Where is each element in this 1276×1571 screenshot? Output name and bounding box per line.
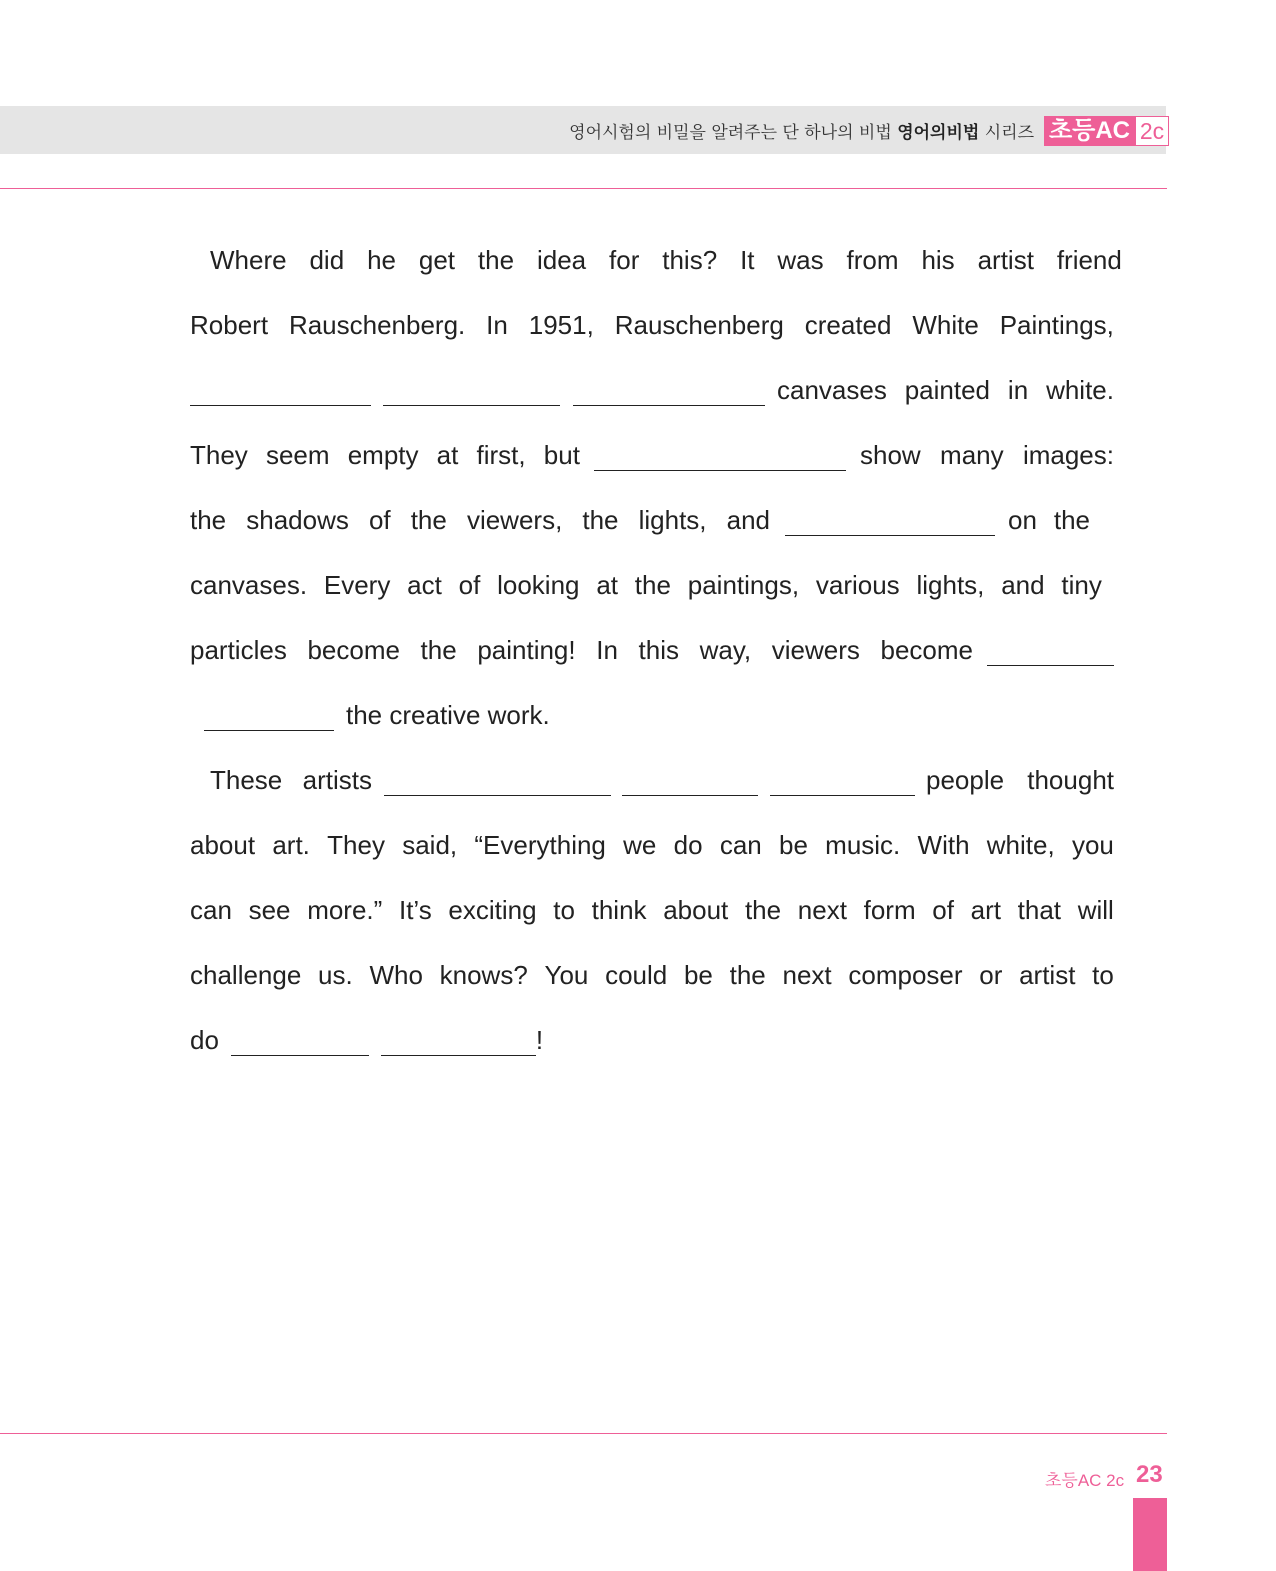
passage-words: do [190, 1025, 219, 1055]
word: see [248, 895, 291, 925]
word: viewers, [466, 505, 563, 535]
word: art [970, 895, 1001, 925]
word: next [797, 895, 847, 925]
word: artist [1019, 960, 1076, 990]
word: did [309, 245, 345, 275]
word: Robert [190, 310, 269, 340]
series-title [569, 118, 1034, 143]
passage-words [210, 765, 372, 796]
header-divider [0, 188, 1167, 189]
word: can [190, 895, 232, 925]
word: thought [1027, 765, 1114, 795]
word: show [860, 440, 921, 470]
word: can [719, 830, 762, 860]
word: Rauschenberg. [288, 310, 466, 340]
passage-words [190, 635, 973, 666]
word: this [638, 635, 679, 665]
word: to [1092, 960, 1114, 990]
word: shadows [246, 505, 349, 535]
page-tab-marker [1133, 1498, 1167, 1571]
word: the [190, 505, 227, 535]
word: the [729, 960, 766, 990]
word: more.” [307, 895, 383, 925]
word: artists [302, 765, 372, 795]
word: the [744, 895, 782, 925]
passage-words: the creative work. [346, 700, 550, 730]
answer-blank[interactable] [622, 765, 758, 796]
word: Where [210, 245, 287, 275]
word: They [190, 440, 248, 470]
passage-words [190, 440, 580, 471]
final-blank-group [381, 1025, 543, 1056]
word: painted [904, 375, 991, 405]
word: various [815, 570, 900, 600]
word: people [926, 765, 1005, 795]
passage-line-12 [190, 951, 1114, 991]
word: and [1001, 570, 1045, 600]
word: “Everything [474, 830, 606, 860]
word: created [804, 310, 892, 340]
answer-blank[interactable] [770, 765, 915, 796]
word: These [210, 765, 283, 795]
word: viewers [771, 635, 860, 665]
word: or [979, 960, 1003, 990]
word: about [190, 830, 256, 860]
word: seem [265, 440, 330, 470]
word: at [596, 570, 618, 600]
footer-label: 초등AC 2c [1045, 1471, 1125, 1490]
passage-line-7 [190, 626, 1114, 666]
answer-blank[interactable] [231, 1025, 369, 1056]
word: that [1017, 895, 1062, 925]
word: form [863, 895, 916, 925]
word: become [307, 635, 400, 665]
word: Who [369, 960, 423, 990]
answer-blank[interactable] [204, 700, 334, 731]
word: art. [272, 830, 310, 860]
passage-line-8 [190, 691, 1114, 731]
word: canvases [776, 375, 887, 405]
word: 1951, [528, 310, 594, 340]
passage-words [926, 765, 1114, 796]
word: act [407, 570, 442, 600]
passage-line-10 [190, 821, 1114, 861]
word: to [553, 895, 575, 925]
word: canvases. [190, 570, 308, 600]
word: In [486, 310, 508, 340]
word: think [591, 895, 647, 925]
word: the [477, 245, 515, 275]
passage-words [190, 505, 770, 536]
passage-line-11 [190, 886, 1114, 926]
word: us. [318, 960, 353, 990]
word: this? [662, 245, 718, 275]
answer-blank[interactable] [381, 1025, 536, 1056]
word: for [609, 245, 640, 275]
word: of [932, 895, 954, 925]
word: Rauschenberg [614, 310, 784, 340]
word: from [846, 245, 899, 275]
word: empty [347, 440, 419, 470]
word: lights, [638, 505, 707, 535]
word: painting! [477, 635, 576, 665]
word: was [777, 245, 824, 275]
word: the [410, 505, 447, 535]
word: friend [1056, 245, 1122, 275]
answer-blank[interactable] [383, 375, 560, 406]
series-title-post: 시리즈 [984, 123, 1034, 143]
word: In [596, 635, 618, 665]
word: first, [476, 440, 526, 470]
word: the [420, 635, 457, 665]
word: White [912, 310, 979, 340]
word: music. [825, 830, 901, 860]
series-title-bold: 영어의비법 [897, 123, 980, 143]
passage-line-4 [190, 431, 1114, 471]
word: white. [1046, 375, 1114, 405]
word: on [1008, 505, 1037, 535]
word: be [778, 830, 808, 860]
word: will [1077, 895, 1114, 925]
word: Every [323, 570, 391, 600]
word: It’s [398, 895, 432, 925]
word: get [418, 245, 456, 275]
word: he [367, 245, 396, 275]
series-title-pre: 영어시험의 비밀을 알려주는 단 하나의 비법 [569, 123, 892, 143]
word: in [1007, 375, 1029, 405]
word: said, [402, 830, 458, 860]
word: Paintings, [999, 310, 1114, 340]
passage-line-6 [190, 561, 1102, 601]
word: exciting [448, 895, 537, 925]
word: at [436, 440, 459, 470]
word: you [1071, 830, 1114, 860]
word: of [458, 570, 481, 600]
word: the [582, 505, 619, 535]
passage-line-1 [190, 236, 1122, 276]
word: of [368, 505, 391, 535]
word: paintings, [687, 570, 800, 600]
word: knows? [439, 960, 528, 990]
word: next [782, 960, 832, 990]
passage-line-9 [190, 756, 1114, 796]
word: artist [977, 245, 1034, 275]
word: challenge [190, 960, 302, 990]
answer-blank[interactable] [573, 375, 765, 406]
passage-line-13 [190, 1016, 1114, 1056]
word: white, [986, 830, 1055, 860]
word: They [327, 830, 385, 860]
page-number: 23 [1136, 1461, 1163, 1488]
word: about [663, 895, 729, 925]
word: do [673, 830, 703, 860]
word: images: [1022, 440, 1114, 470]
passage-words [777, 375, 1114, 406]
answer-blank[interactable] [987, 635, 1114, 666]
exclamation-mark: ! [535, 1025, 544, 1055]
word: become [880, 635, 973, 665]
passage-line-2 [190, 301, 1114, 341]
word: we [623, 830, 657, 860]
word: the [634, 570, 671, 600]
word: tiny [1061, 570, 1102, 600]
word: You [544, 960, 589, 990]
word: With [917, 830, 970, 860]
passage-words [860, 440, 1114, 471]
word: and [726, 505, 770, 535]
level-badge: 초등AC [1044, 116, 1135, 146]
word: It [740, 245, 755, 275]
answer-blank[interactable] [594, 440, 846, 471]
word: many [940, 440, 1004, 470]
word: the [1053, 505, 1090, 535]
answer-blank[interactable] [384, 765, 611, 796]
word: idea [536, 245, 587, 275]
word: lights, [916, 570, 985, 600]
passage-words [1008, 505, 1090, 536]
footer-divider [0, 1433, 1167, 1434]
word: way, [699, 635, 752, 665]
word: be [683, 960, 713, 990]
passage-line-5 [190, 496, 1114, 536]
level-code-badge: 2c [1135, 116, 1169, 146]
answer-blank[interactable] [785, 505, 995, 536]
word: looking [497, 570, 580, 600]
answer-blank[interactable] [190, 375, 371, 406]
passage-line-3 [190, 366, 1114, 406]
word: composer [848, 960, 963, 990]
word: could [605, 960, 668, 990]
word: his [921, 245, 955, 275]
word: but [543, 440, 580, 470]
word: particles [190, 635, 287, 665]
